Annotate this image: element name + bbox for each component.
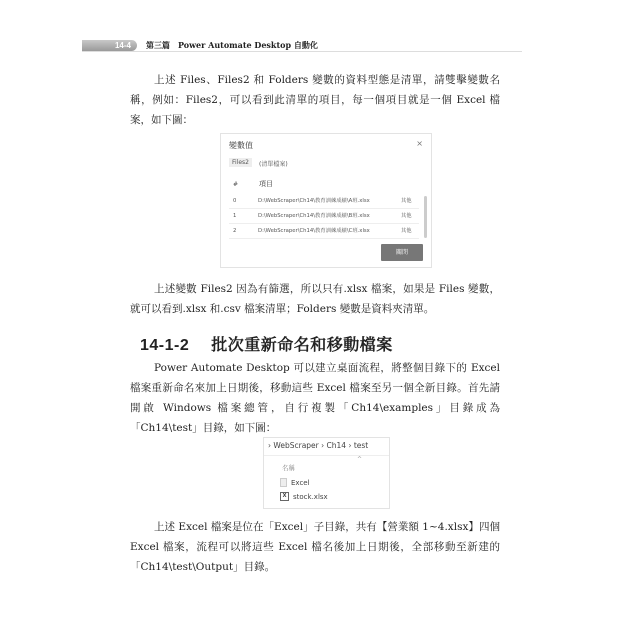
row-index: 1	[233, 213, 237, 219]
table-row	[229, 209, 419, 224]
file-name: stock.xlsx	[293, 492, 328, 501]
page-header	[82, 40, 522, 52]
table-row	[229, 224, 419, 239]
column-header-index: #	[233, 181, 239, 188]
row-index: 2	[233, 228, 237, 234]
row-path: D:\WebScraper\Ch14\教育訓練成績\A班.xlsx	[258, 198, 370, 204]
breadcrumb[interactable]: › WebScraper › Ch14 › test	[268, 441, 369, 450]
column-header-name[interactable]: 名稱	[282, 464, 295, 472]
sort-caret-icon: ^	[357, 456, 363, 463]
file-item[interactable]	[280, 478, 310, 487]
file-explorer	[263, 437, 390, 509]
folder-icon	[280, 478, 287, 487]
row-other[interactable]: 其他	[401, 228, 412, 234]
row-path: D:\WebScraper\Ch14\教育訓練成績\B班.xlsx	[258, 213, 370, 219]
row-index: 0	[233, 198, 237, 204]
section-title: 批次重新命名和移動檔案	[211, 337, 393, 354]
dialog-title: 變數值	[229, 141, 253, 150]
row-other[interactable]: 其他	[401, 198, 412, 204]
page-number: 14-4	[82, 40, 137, 51]
section-number: 14-1-2	[140, 337, 190, 354]
column-header-item: 項目	[259, 180, 273, 188]
variable-name: Files2	[229, 158, 252, 167]
excel-file-icon: X	[280, 492, 289, 501]
table-row	[229, 194, 419, 209]
variable-type: (清單檔案)	[259, 161, 288, 168]
row-path: D:\WebScraper\Ch14\教育訓練成績\C班.xlsx	[258, 228, 370, 234]
file-item[interactable]	[280, 492, 328, 501]
divider	[264, 455, 389, 456]
row-other[interactable]: 其他	[401, 213, 412, 219]
variable-value-dialog	[220, 133, 432, 268]
running-title: 第三篇 Power Automate Desktop 自動化	[146, 40, 318, 50]
close-icon[interactable]: ×	[416, 139, 423, 148]
paragraph-3: Power Automate Desktop 可以建立桌面流程，將整個目錄下的 Excel 檔案重新命名來加上日期後，移動這些 Excel 檔案至另一個全新目錄。首先請開啟 Windows 檔案總管，自行複製「Ch14\examples」目錄成為「Ch14\test」目錄，如下圖：	[130, 362, 500, 434]
scrollbar[interactable]	[424, 196, 427, 238]
paragraph-4: 上述 Excel 檔案是位在「Excel」子目錄，共有【營業額 1~4.xlsx】四個 Excel 檔案，流程可以將這些 Excel 檔名後加上日期後，全部移動至新建的「Ch14\test\Output」目錄。	[130, 521, 500, 573]
close-button[interactable]: 關閉	[381, 244, 423, 261]
section-heading	[140, 332, 415, 355]
paragraph-2: 上述變數 Files2 因為有篩選，所以只有.xlsx 檔案，如果是 Files 變數，就可以看到.xlsx 和.csv 檔案清單；Folders 變數是資料夾清單。	[130, 283, 500, 315]
file-name: Excel	[291, 478, 310, 487]
paragraph-1: 上述 Files、Files2 和 Folders 變數的資料型態是清單，請雙擊變數名稱，例如：Files2，可以看到此清單的項目，每一個項目就是一個 Excel 檔案，如下圖：	[130, 74, 500, 126]
